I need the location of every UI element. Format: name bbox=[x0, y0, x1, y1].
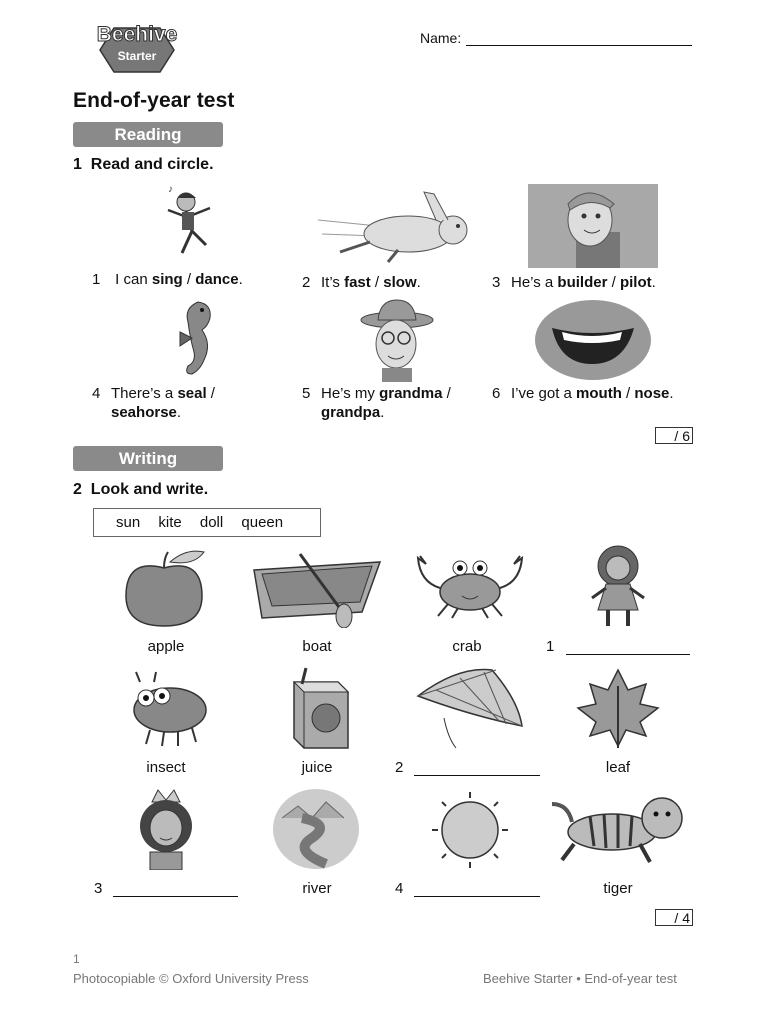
kite-picture bbox=[414, 668, 524, 750]
answer-blank-2[interactable] bbox=[414, 775, 540, 776]
dancing-girl-picture bbox=[160, 184, 234, 264]
blank-number: 2 bbox=[395, 759, 404, 776]
reading-item-6: 6 I’ve got a mouth / nose. bbox=[492, 385, 674, 402]
word-label-crab: crab bbox=[452, 638, 482, 655]
reading-item-4: 4 There’s a seal / seahorse. bbox=[92, 385, 215, 421]
word-label-tiger: tiger bbox=[603, 880, 633, 897]
sun-picture bbox=[428, 790, 512, 870]
option-builder[interactable]: builder bbox=[557, 274, 608, 291]
leaf-picture bbox=[576, 666, 660, 750]
word-label-juice: juice bbox=[301, 759, 333, 776]
pilot-boy-picture bbox=[528, 184, 658, 268]
doll-picture bbox=[588, 544, 648, 630]
blank-number: 3 bbox=[94, 880, 103, 897]
name-label: Name: bbox=[420, 30, 462, 46]
running-rabbit-picture bbox=[318, 190, 478, 264]
reading-score-box[interactable]: / 6 bbox=[655, 427, 693, 444]
writing-score-box[interactable]: / 4 bbox=[655, 909, 693, 926]
word-label-boat: boat bbox=[302, 638, 332, 655]
task-2-heading bbox=[73, 481, 208, 499]
footer-book-title: Beehive Starter • End-of-year test bbox=[483, 971, 677, 986]
option-pilot[interactable]: pilot bbox=[619, 274, 652, 291]
word-label-apple: apple bbox=[147, 638, 185, 655]
reading-section-label: Reading bbox=[73, 122, 223, 147]
word-label-river: river bbox=[302, 880, 332, 897]
blank-number: 1 bbox=[546, 638, 555, 655]
beehive-logo bbox=[84, 8, 190, 74]
tiger-picture bbox=[550, 794, 688, 866]
apple-picture bbox=[124, 548, 208, 628]
queen-picture bbox=[136, 788, 196, 870]
boat-picture bbox=[252, 552, 382, 628]
word-bank-item: kite bbox=[158, 514, 182, 531]
footer-copyright: Photocopiable © Oxford University Press bbox=[73, 971, 309, 986]
juice-box-picture bbox=[284, 666, 352, 750]
word-bank-item: sun bbox=[116, 514, 141, 531]
name-line[interactable] bbox=[466, 45, 692, 46]
task-number: 1 bbox=[73, 156, 82, 173]
reading-item-1: 1 I can sing / dance. bbox=[92, 271, 243, 288]
mouth-picture bbox=[528, 298, 658, 382]
insect-picture bbox=[124, 668, 208, 748]
task-number: 2 bbox=[73, 481, 82, 498]
word-label-insect: insect bbox=[146, 759, 186, 776]
seahorse-picture bbox=[176, 298, 220, 382]
writing-section-label: Writing bbox=[73, 446, 223, 471]
task-title: Look and write. bbox=[90, 481, 209, 498]
answer-blank-1[interactable] bbox=[566, 654, 690, 655]
option-sing[interactable]: sing bbox=[151, 271, 183, 288]
reading-item-3: 3 He’s a builder / pilot. bbox=[492, 274, 656, 291]
river-picture bbox=[272, 788, 360, 870]
word-bank-item: doll bbox=[199, 514, 224, 531]
option-grandpa[interactable]: grandpa bbox=[321, 404, 381, 421]
option-slow[interactable]: slow bbox=[383, 274, 417, 291]
svg-text:♪: ♪ bbox=[168, 184, 173, 195]
page-number: 1 bbox=[73, 952, 80, 966]
word-bank-item: queen bbox=[241, 514, 284, 531]
option-mouth[interactable]: mouth bbox=[576, 385, 622, 402]
reading-item-2: 2 It’s fast / slow. bbox=[302, 274, 421, 291]
answer-blank-4[interactable] bbox=[414, 896, 540, 897]
blank-number: 4 bbox=[395, 880, 404, 897]
grandpa-picture bbox=[360, 298, 434, 382]
svg-text:Starter: Starter bbox=[117, 49, 157, 63]
answer-blank-3[interactable] bbox=[113, 896, 238, 897]
task-1-heading bbox=[73, 156, 214, 174]
word-bank bbox=[93, 508, 321, 537]
crab-picture bbox=[408, 548, 532, 620]
option-seal[interactable]: seal bbox=[177, 385, 207, 402]
reading-item-5: 5 He’s my grandma / grandpa. bbox=[302, 385, 451, 421]
option-seahorse[interactable]: seahorse bbox=[111, 404, 177, 421]
option-dance[interactable]: dance bbox=[195, 271, 239, 288]
option-nose[interactable]: nose bbox=[634, 385, 670, 402]
page-title: End-of-year test bbox=[73, 89, 235, 112]
word-label-leaf: leaf bbox=[605, 759, 631, 776]
task-title: Read and circle. bbox=[90, 156, 214, 173]
option-grandma[interactable]: grandma bbox=[379, 385, 443, 402]
option-fast[interactable]: fast bbox=[344, 274, 371, 291]
svg-text:Beehive: Beehive bbox=[96, 23, 178, 46]
